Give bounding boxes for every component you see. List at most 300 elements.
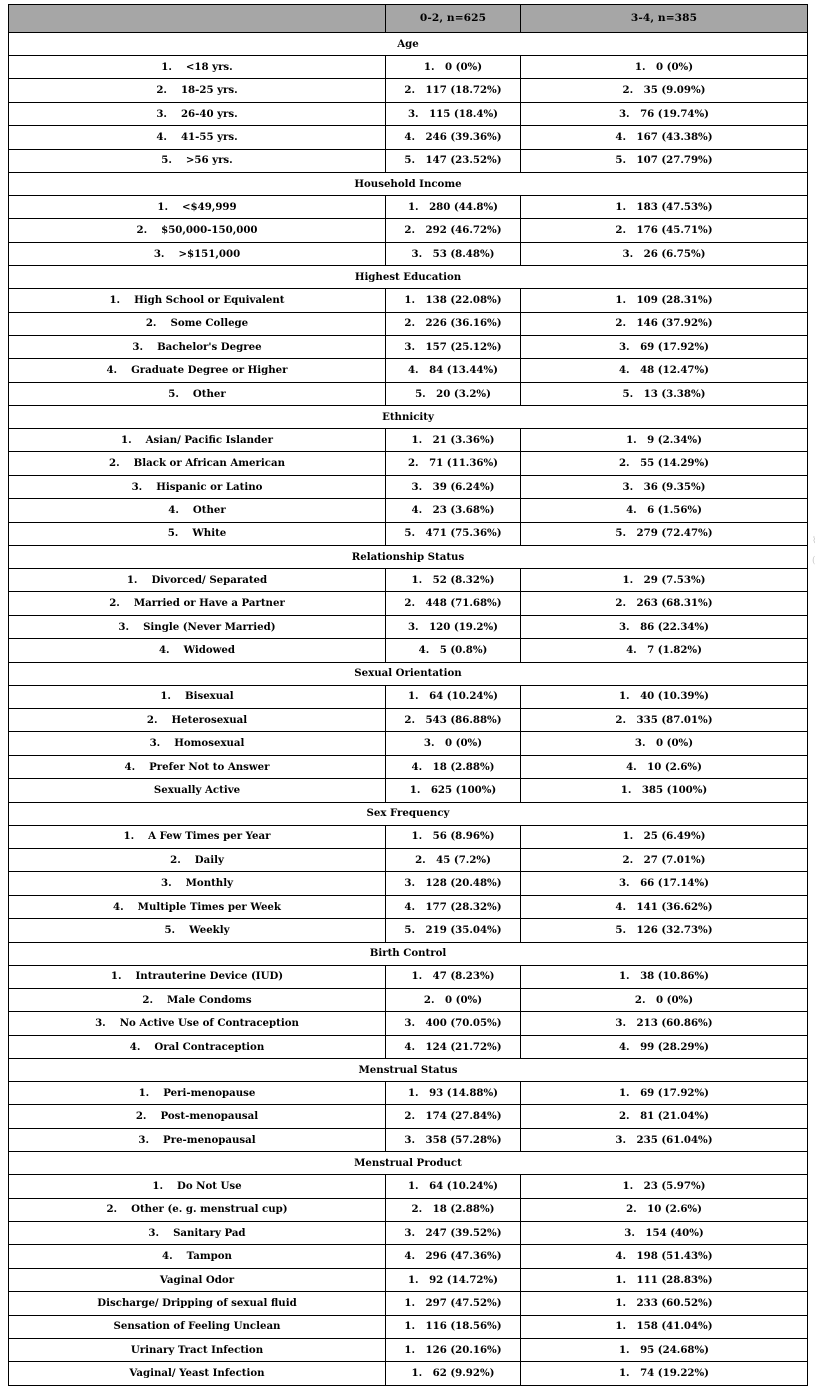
group-0-2-number: 4. (404, 131, 416, 144)
row-label-text: No Active Use of Contraception (119, 1017, 299, 1030)
group-0-2-value-text: 400 (70.05%) (425, 1017, 502, 1030)
group-0-2-number: 4. (404, 1040, 416, 1053)
group-3-4-value-text: 0 (0%) (656, 737, 694, 750)
row-label-text: A Few Times per Year (148, 830, 271, 843)
group-0-2-number: 1. (407, 200, 419, 213)
group-0-2-value (386, 1035, 521, 1058)
group-3-4-value-text: 0 (0%) (656, 60, 694, 73)
group-0-2-value-text: 297 (47.52%) (425, 1297, 502, 1310)
table-row (9, 1292, 808, 1315)
group-3-4-number: 5. (615, 923, 627, 936)
row-label-text: Sexually Active (153, 784, 241, 796)
group-3-4-value (521, 872, 808, 895)
group-3-4-value (521, 195, 808, 218)
row-label-text: Heterosexual (171, 713, 248, 726)
row-label-cell (9, 1198, 386, 1221)
group-0-2-number: 2. (404, 1110, 416, 1123)
row-option-number: 2. (136, 224, 148, 237)
row-label-text: Other (192, 387, 226, 400)
group-0-2-value-text: 124 (21.72%) (425, 1040, 502, 1053)
group-0-2-value (386, 452, 521, 475)
group-3-4-value-text: 154 (40%) (645, 1226, 704, 1239)
group-3-4-value (521, 988, 808, 1011)
group-3-4-number: 3. (618, 107, 630, 120)
section-header-row (9, 172, 808, 195)
group-0-2-value (386, 382, 521, 405)
group-3-4-value-text: 233 (60.52%) (636, 1297, 713, 1310)
table-row (9, 1338, 808, 1361)
row-label-text: Single (Never Married) (143, 620, 276, 633)
group-3-4-number: 1. (615, 200, 627, 213)
group-3-4-value-text: 27 (7.01%) (643, 853, 706, 866)
group-0-2-number: 2. (407, 457, 419, 470)
group-0-2-value (386, 79, 521, 102)
row-label-text: Tampon (186, 1250, 232, 1263)
group-0-2-value (386, 569, 521, 592)
row-option-number: 4. (124, 760, 136, 773)
group-0-2-number: 3. (404, 340, 416, 353)
group-0-2-number: 1. (404, 1320, 416, 1333)
group-0-2-value (386, 195, 521, 218)
row-label-text: Bisexual (184, 690, 234, 703)
row-label-cell (9, 1012, 386, 1035)
group-0-2-number: 4. (404, 1250, 416, 1263)
group-0-2-value-text: 120 (19.2%) (429, 620, 499, 633)
row-label-text: Black or African American (133, 457, 285, 470)
group-3-4-number: 1. (618, 970, 630, 983)
group-3-4-number: 4. (626, 760, 637, 773)
group-0-2-value (386, 1082, 521, 1105)
group-0-2-value-text: 64 (10.24%) (429, 1180, 499, 1193)
group-0-2-value-text: 71 (11.36%) (429, 457, 499, 470)
group-0-2-value-text: 5 (0.8%) (439, 644, 488, 657)
group-0-2-value-text: 56 (8.96%) (432, 830, 495, 843)
group-3-4-value (521, 1175, 808, 1198)
row-option-number: 4. (158, 644, 170, 657)
group-0-2-value (386, 1222, 521, 1245)
row-label-cell (9, 79, 386, 102)
row-option-number: 2. (146, 713, 158, 726)
group-3-4-number: 1. (622, 573, 634, 586)
row-label-text: Divorced/ Separated (151, 573, 268, 586)
row-label-text: Prefer Not to Answer (149, 760, 270, 773)
group-0-2-value-text: 247 (39.52%) (425, 1226, 502, 1239)
group-3-4-value-text: 55 (14.29%) (640, 457, 710, 470)
row-label-text: Post-menopausal (160, 1110, 259, 1123)
group-0-2-number: 4. (418, 644, 430, 657)
row-label-text: Sensation of Feeling Unclean (113, 1320, 281, 1333)
group-3-4-value (521, 965, 808, 988)
table-row (9, 1362, 808, 1385)
row-label-cell (9, 919, 386, 942)
group-3-4-number: 4. (615, 1250, 627, 1263)
group-3-4-number: 2. (615, 597, 627, 610)
group-0-2-number: 3. (423, 737, 435, 750)
group-3-4-value (521, 242, 808, 265)
group-0-2-number: 1. (407, 690, 419, 703)
table-row (9, 685, 808, 708)
section-header-row (9, 802, 808, 825)
row-option-number: 1. (123, 830, 135, 843)
group-3-4-value (521, 312, 808, 335)
group-3-4-number: 5. (615, 154, 627, 167)
section-header-row (9, 1059, 808, 1082)
section-title: Age (9, 33, 808, 56)
group-0-2-value-text: 128 (20.48%) (425, 877, 502, 890)
group-0-2-value-text: 117 (18.72%) (425, 84, 502, 97)
group-3-4-number: 1. (622, 1180, 634, 1193)
group-3-4-value (521, 685, 808, 708)
column-header-label (9, 5, 386, 33)
group-3-4-value (521, 732, 808, 755)
row-label-cell (9, 1268, 386, 1291)
group-0-2-value (386, 708, 521, 731)
row-label-text: Sanitary Pad (173, 1226, 246, 1239)
table-row (9, 1082, 808, 1105)
group-3-4-value-text: 107 (27.79%) (636, 154, 713, 167)
group-3-4-value-text: 10 (2.6%) (647, 1203, 702, 1216)
group-0-2-number: 2. (415, 853, 426, 866)
row-label-cell (9, 56, 386, 79)
group-0-2-value-text: 84 (13.44%) (429, 364, 499, 377)
row-option-number: 1. (110, 970, 122, 983)
group-0-2-value-text: 177 (28.32%) (425, 900, 502, 913)
group-0-2-value (386, 965, 521, 988)
group-3-4-value (521, 126, 808, 149)
group-0-2-value-text: 543 (86.88%) (425, 713, 502, 726)
row-label-cell (9, 569, 386, 592)
section-header-row (9, 406, 808, 429)
row-label-text: Pre-menopausal (163, 1133, 256, 1146)
row-label-cell (9, 685, 386, 708)
group-3-4-value-text: 74 (19.22%) (640, 1367, 710, 1380)
group-0-2-value (386, 219, 521, 242)
group-0-2-value (386, 685, 521, 708)
group-0-2-value-text: 116 (18.56%) (425, 1320, 502, 1333)
group-0-2-value-text: 292 (46.72%) (425, 224, 502, 237)
row-label-text: Multiple Times per Week (137, 900, 281, 913)
row-label-text: Asian/ Pacific Islander (145, 433, 273, 446)
row-label-text: Vaginal/ Yeast Infection (129, 1367, 265, 1380)
group-3-4-number: 1. (615, 1273, 627, 1286)
group-0-2-value (386, 732, 521, 755)
group-0-2-value-text: 18 (2.88%) (432, 760, 495, 773)
table-row (9, 988, 808, 1011)
group-0-2-value (386, 1268, 521, 1291)
group-0-2-value (386, 895, 521, 918)
group-3-4-value-text: 213 (60.86%) (636, 1017, 713, 1030)
row-label-text: Vaginal Odor (159, 1273, 235, 1286)
group-3-4-value-text: 176 (45.71%) (636, 224, 713, 237)
group-3-4-number: 2. (622, 84, 634, 97)
row-label-text: Do Not Use (177, 1180, 242, 1193)
table-row (9, 452, 808, 475)
group-3-4-number: 3. (622, 480, 634, 493)
group-0-2-value-text: 157 (25.12%) (425, 340, 502, 353)
row-label-text: High School or Equivalent (134, 293, 285, 306)
group-0-2-number: 1. (423, 60, 435, 73)
group-0-2-number: 2. (404, 317, 416, 330)
row-label-cell (9, 522, 386, 545)
table-row (9, 1128, 808, 1151)
group-3-4-value (521, 335, 808, 358)
group-0-2-value-text: 20 (3.2%) (436, 387, 491, 400)
group-3-4-number: 3. (618, 620, 630, 633)
row-label-cell (9, 219, 386, 242)
row-option-number: 1. (126, 573, 138, 586)
section-title: Menstrual Product (9, 1152, 808, 1175)
table-row (9, 359, 808, 382)
group-0-2-number: 1. (407, 1180, 419, 1193)
group-3-4-value (521, 919, 808, 942)
group-3-4-value (521, 452, 808, 475)
table-row (9, 149, 808, 172)
group-0-2-value-text: 47 (8.23%) (432, 970, 495, 983)
row-label-cell (9, 615, 386, 638)
table-row (9, 102, 808, 125)
group-0-2-value (386, 825, 521, 848)
group-3-4-number: 2. (615, 713, 627, 726)
group-3-4-value-text: 183 (47.53%) (636, 200, 713, 213)
group-3-4-number: 1. (618, 1086, 630, 1099)
group-3-4-number: 3. (615, 1017, 627, 1030)
row-label-text: Peri-menopause (163, 1086, 256, 1099)
section-header-row (9, 1152, 808, 1175)
group-3-4-value (521, 522, 808, 545)
group-0-2-value (386, 755, 521, 778)
group-3-4-number: 3. (615, 1133, 627, 1146)
row-label-cell (9, 1292, 386, 1315)
section-title: Highest Education (9, 266, 808, 289)
row-label-cell (9, 988, 386, 1011)
group-0-2-number: 4. (404, 900, 416, 913)
group-3-4-value-text: 69 (17.92%) (640, 1086, 710, 1099)
group-0-2-value-text: 18 (2.88%) (432, 1203, 495, 1216)
row-label-cell (9, 732, 386, 755)
group-0-2-number: 2. (404, 84, 416, 97)
table-header-row (9, 5, 808, 33)
group-0-2-value-text: 126 (20.16%) (425, 1343, 502, 1356)
group-3-4-number: 3. (618, 340, 630, 353)
group-3-4-value (521, 779, 808, 802)
row-option-number: 3. (149, 737, 161, 750)
table-row (9, 755, 808, 778)
group-3-4-value (521, 1362, 808, 1385)
section-title: Relationship Status (9, 546, 808, 569)
row-option-number: 4. (129, 1040, 141, 1053)
group-0-2-value-text: 625 (100%) (430, 784, 497, 796)
row-label-cell (9, 359, 386, 382)
group-0-2-value (386, 872, 521, 895)
row-label-text: Urinary Tract Infection (130, 1343, 264, 1356)
row-label-text: >$151,000 (178, 247, 241, 260)
group-3-4-value-text: 235 (61.04%) (636, 1133, 713, 1146)
table-row (9, 592, 808, 615)
section-title: Sexual Orientation (9, 662, 808, 685)
group-0-2-value-text: 45 (7.2%) (436, 853, 491, 866)
row-option-number: 2. (135, 1110, 147, 1123)
group-0-2-number: 1. (404, 1343, 416, 1356)
table-row (9, 195, 808, 218)
group-3-4-value (521, 825, 808, 848)
row-option-number: 1. (109, 293, 121, 306)
group-0-2-value (386, 848, 521, 871)
group-0-2-value-text: 174 (27.84%) (425, 1110, 502, 1123)
group-3-4-value (521, 429, 808, 452)
row-option-number: 3. (148, 1226, 160, 1239)
group-0-2-number: 3. (411, 247, 423, 260)
group-3-4-value (521, 1105, 808, 1128)
group-3-4-value-text: 95 (24.68%) (640, 1343, 710, 1356)
group-0-2-value-text: 296 (47.36%) (425, 1250, 502, 1263)
group-0-2-value-text: 39 (6.24%) (432, 480, 495, 493)
group-3-4-value-text: 109 (28.31%) (636, 293, 713, 306)
row-option-number: 2. (109, 457, 120, 470)
group-0-2-value-text: 23 (3.68%) (432, 504, 495, 517)
row-label-text: Oral Contraception (154, 1040, 265, 1053)
group-3-4-value (521, 56, 808, 79)
group-3-4-number: 2. (626, 1203, 637, 1216)
group-0-2-number: 1. (404, 293, 416, 306)
table-row (9, 779, 808, 802)
group-3-4-number: 1. (615, 293, 627, 306)
row-option-number: 1. (160, 690, 171, 703)
group-0-2-number: 1. (404, 1297, 416, 1310)
group-0-2-value-text: 246 (39.36%) (425, 131, 502, 144)
group-3-4-value (521, 79, 808, 102)
row-label-cell (9, 335, 386, 358)
group-0-2-value-text: 0 (0%) (445, 993, 483, 1006)
table-row (9, 1268, 808, 1291)
table-head (9, 5, 808, 33)
group-3-4-value (521, 592, 808, 615)
row-option-number: 5. (164, 923, 176, 936)
row-label-cell (9, 1315, 386, 1338)
row-option-number: 3. (118, 620, 130, 633)
table-row (9, 1198, 808, 1221)
group-0-2-value (386, 615, 521, 638)
section-header-row (9, 266, 808, 289)
table-row (9, 895, 808, 918)
group-3-4-value-text: 40 (10.39%) (640, 690, 710, 703)
row-label-cell (9, 1245, 386, 1268)
group-0-2-number: 1. (411, 830, 423, 843)
table-row (9, 1315, 808, 1338)
table-row (9, 1035, 808, 1058)
group-3-4-value-text: 126 (32.73%) (636, 923, 713, 936)
section-header-row (9, 942, 808, 965)
group-3-4-value (521, 708, 808, 731)
row-option-number: 5. (167, 527, 179, 540)
group-3-4-number: 1. (618, 1367, 630, 1380)
group-0-2-value-text: 92 (14.72%) (429, 1273, 499, 1286)
table-row (9, 79, 808, 102)
group-0-2-number: 5. (404, 527, 416, 540)
row-option-number: 3. (153, 247, 165, 260)
demographics-table (8, 4, 808, 1386)
group-3-4-value (521, 1315, 808, 1338)
row-label-text: <$49,999 (182, 200, 237, 213)
group-3-4-value (521, 1198, 808, 1221)
row-label-text: <18 yrs. (185, 60, 233, 73)
group-3-4-value (521, 1128, 808, 1151)
group-0-2-value (386, 1338, 521, 1361)
group-0-2-number: 1. (411, 573, 423, 586)
group-3-4-value-text: 6 (1.56%) (647, 504, 702, 517)
group-0-2-number: 2. (404, 597, 416, 610)
group-3-4-number: 1. (618, 690, 630, 703)
group-3-4-value-text: 99 (28.29%) (640, 1040, 710, 1053)
row-label-cell (9, 1175, 386, 1198)
table-row (9, 848, 808, 871)
table-row (9, 615, 808, 638)
table-row (9, 56, 808, 79)
column-header-group-3-4: 3-4, n=385 (521, 5, 808, 33)
group-3-4-number: 2. (615, 317, 627, 330)
table-row (9, 335, 808, 358)
group-0-2-number: 2. (404, 713, 416, 726)
row-label-text: 26-40 yrs. (180, 107, 238, 120)
group-3-4-number: 1. (615, 1320, 627, 1333)
row-label-cell (9, 779, 386, 802)
group-3-4-value (521, 569, 808, 592)
scan-artifact-2: ( (812, 556, 816, 566)
row-option-number: 5. (168, 387, 179, 400)
group-3-4-value-text: 23 (5.97%) (643, 1180, 706, 1193)
group-3-4-number: 2. (615, 224, 627, 237)
row-option-number: 4. (168, 504, 179, 517)
group-3-4-value (521, 615, 808, 638)
row-option-number: 1. (161, 60, 172, 73)
group-0-2-value (386, 1362, 521, 1385)
row-label-text: Discharge/ Dripping of sexual fluid (97, 1297, 297, 1310)
table-row (9, 872, 808, 895)
row-option-number: 1. (121, 433, 132, 446)
group-0-2-number: 1. (411, 433, 423, 446)
group-0-2-value-text: 219 (35.04%) (425, 923, 502, 936)
row-option-number: 3. (160, 877, 172, 890)
row-option-number: 3. (131, 480, 143, 493)
group-0-2-value-text: 147 (23.52%) (425, 154, 502, 167)
group-0-2-number: 3. (404, 1017, 416, 1030)
section-header-row (9, 662, 808, 685)
table-row (9, 1105, 808, 1128)
group-0-2-number: 3. (411, 480, 423, 493)
group-0-2-value (386, 1128, 521, 1151)
group-0-2-value-text: 115 (18.4%) (429, 107, 499, 120)
group-0-2-number: 5. (404, 923, 416, 936)
group-3-4-value-text: 26 (6.75%) (643, 247, 706, 260)
row-label-text: >56 yrs. (185, 154, 233, 167)
group-3-4-number: 3. (622, 247, 634, 260)
row-label-cell (9, 895, 386, 918)
group-3-4-value (521, 755, 808, 778)
group-3-4-value (521, 895, 808, 918)
table-row (9, 825, 808, 848)
group-0-2-value (386, 779, 521, 802)
table-row (9, 382, 808, 405)
group-3-4-value-text: 36 (9.35%) (643, 480, 706, 493)
group-0-2-number: 2. (423, 993, 435, 1006)
group-3-4-value (521, 1012, 808, 1035)
group-3-4-number: 2. (634, 993, 646, 1006)
group-0-2-number: 3. (407, 107, 419, 120)
row-label-text: Intrauterine Device (IUD) (135, 970, 284, 983)
group-3-4-value (521, 1222, 808, 1245)
group-3-4-value-text: 38 (10.86%) (640, 970, 710, 983)
group-3-4-value-text: 25 (6.49%) (643, 830, 706, 843)
table-row (9, 708, 808, 731)
